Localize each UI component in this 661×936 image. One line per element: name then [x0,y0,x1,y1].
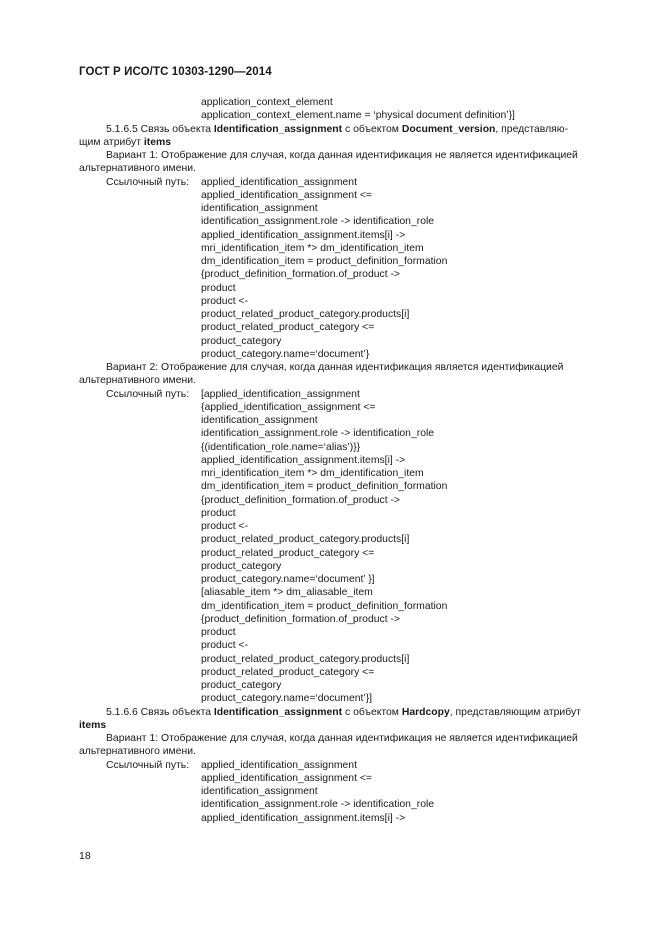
path-line: product <- [201,521,249,532]
path-line: [aliasable_item *> dm_aliasable_item [201,587,373,599]
reference-path-lines [79,401,615,706]
path-line: product_related_product_category <= [201,547,375,559]
path-line: identification_assignment.role -> identification_role [201,428,435,440]
path-line: identification_assignment [201,203,318,214]
path-line: application_context_element.name = ‘physical document definition’}] [201,110,515,122]
document-header: ГОСТ Р ИСО/ТС 10303-1290—2014 [79,66,272,78]
path-line: identification_assignment [201,415,318,426]
page-number: 18 [79,850,91,862]
variant-description-cont: альтернативного имени. [79,163,196,175]
variant-description: Вариант 1: Отображение для случая, когда данная идентификация не является идентификацией [106,733,578,744]
path-line: product_category [201,680,282,691]
path-line: product_related_product_category <= [201,322,375,334]
path-line: product_related_product_category.products[i] [201,534,410,546]
path-line: product_category.name=‘document’}] [201,693,373,705]
reference-path-lines [79,772,615,825]
reference-path-first: Ссылочный путь: applied_identification_assignment [106,176,357,188]
entity-name: Identification_assignment [213,123,343,135]
path-line: applied_identification_assignment <= [201,189,372,201]
reference-path-label: Ссылочный путь: [106,176,190,188]
variant-description-cont: альтернативного имени. [79,746,196,758]
reference-path-label: Ссылочный путь: [106,388,190,400]
clause-5-1-6-6-heading: 5.1.6.6 Связь объекта Identification_assignment с объектом Hardcopy, представляющим атрибут [106,706,581,718]
path-line: product_category [201,335,282,347]
path-line: {product_definition_formation.of_product -> [201,613,400,625]
path-line: product_related_product_category <= [201,666,375,678]
attribute-name: items [79,719,107,731]
path-line: identification_assignment.role -> identification_role [201,799,435,811]
document-body [79,96,615,825]
reference-path-first: Ссылочный путь: applied_identification_assignment [106,759,357,771]
entity-name: Identification_assignment [213,706,343,718]
path-line: product_category.name=‘document’ }] [201,574,375,585]
path-line: product_category [201,560,282,572]
entity-name: Hardcopy [401,706,450,718]
path-line: identification_assignment.role -> identification_role [201,216,435,228]
path-line: {product_definition_formation.of_product -> [201,494,400,506]
path-line: product_related_product_category.products[i] [201,653,410,665]
path-line: product <- [201,295,249,307]
clause-5-1-6-5-heading: 5.1.6.5 Связь объекта Identification_assignment с объектом Document_version, представляю- [106,123,569,135]
path-line: dm_identification_item = product_definition_formation [201,481,448,493]
path-line: product_related_product_category.products[i] [201,309,410,320]
clause-5-1-6-6-heading-cont [79,719,615,732]
reference-path-first: Ссылочный путь: [applied_identification_assignment [106,388,360,400]
reference-path-label: Ссылочный путь: [106,759,190,771]
path-line: applied_identification_assignment.items[i] -> [201,812,406,824]
entity-name: Document_version [401,123,496,135]
path-line: product <- [201,640,249,652]
path-line: mri_identification_item *> dm_identification_item [201,468,424,479]
path-line: applied_identification_assignment <= [201,772,372,784]
path-line: product [201,282,236,294]
variant-description: Вариант 2: Отображение для случая, когда данная идентификация является идентификацией [106,362,564,373]
variant-description: Вариант 1: Отображение для случая, когда данная идентификация не является идентификацией [106,150,578,161]
path-line: product_category.name=‘document’} [201,348,370,360]
path-line: {(identification_role.name=‘alias’)}} [201,441,361,453]
path-line: product [201,627,236,638]
variant-description-cont: альтернативного имени. [79,375,196,387]
clause-number: 5.1.6.5 [106,123,138,135]
path-line: {applied_identification_assignment <= [201,401,376,413]
path-line: dm_identification_item = product_definition_formation [201,600,448,612]
path-line: applied_identification_assignment.items[i] -> [201,454,406,466]
attribute-name: items [143,136,171,148]
clause-number: 5.1.6.6 [106,706,138,718]
path-line: product [201,507,236,519]
reference-path-lines [79,189,615,361]
path-line: identification_assignment [201,786,318,797]
path-line: mri_identification_item *> dm_identification_item [201,242,424,254]
path-line: applied_identification_assignment.items[i] -> [201,229,406,241]
clause-5-1-6-5-heading-cont: щим атрибут items [79,136,171,148]
path-line: {product_definition_formation.of_product -> [201,269,400,281]
path-line: application_context_element [201,97,333,108]
path-line: dm_identification_item = product_definition_formation [201,256,448,267]
